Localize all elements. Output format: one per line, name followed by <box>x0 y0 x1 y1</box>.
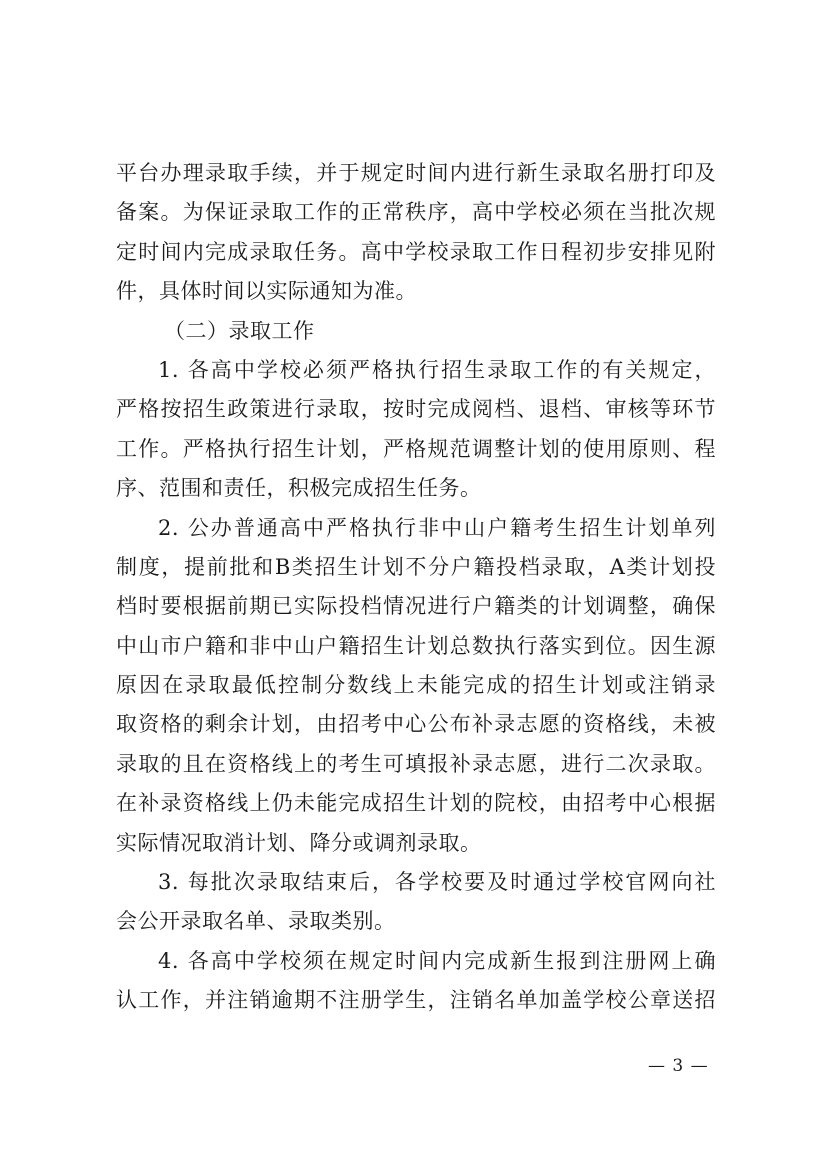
text-line: 制度，提前批和B类招生计划不分户籍投档录取，A类计划投 <box>116 554 716 579</box>
text-line: 件，具体时间以实际通知为准。 <box>116 279 417 304</box>
text-line: 工作。严格执行招生计划，严格规范调整计划的使用原则、程 <box>116 436 716 461</box>
text-line: 档时要根据前期已实际投档情况进行户籍类的计划调整，确保 <box>116 594 716 619</box>
body-text <box>116 154 716 1021</box>
text-line: 实际情况取消计划、降分或调剂录取。 <box>116 830 482 855</box>
text-line: 定时间内完成录取任务。高中学校录取工作日程初步安排见附 <box>116 239 716 264</box>
text-line: 录取的且在资格线上的考生可填报补录志愿，进行二次录取。 <box>116 751 716 776</box>
text-line: 认工作，并注销逾期不注册学生，注销名单加盖学校公章送招 <box>116 988 716 1013</box>
text-line: 2. 公办普通高中严格执行非中山户籍考生招生计划单列 <box>158 515 716 540</box>
text-line: 中山市户籍和非中山户籍招生计划总数执行落实到位。因生源 <box>116 633 716 658</box>
text-line: 会公开录取名单、录取类别。 <box>116 909 396 934</box>
page-number: — 3 — <box>648 1056 709 1076</box>
text-line: 备案。为保证录取工作的正常秩序，高中学校必须在当批次规 <box>116 200 716 225</box>
text-line: 1. 各高中学校必须严格执行招生录取工作的有关规定， <box>158 357 716 382</box>
text-line: 序、范围和责任，积极完成招生任务。 <box>116 476 482 501</box>
text-line: 3. 每批次录取结束后，各学校要及时通过学校官网向社 <box>158 870 716 895</box>
text-line: 在补录资格线上仍未能完成招生计划的院校，由招考中心根据 <box>116 791 716 816</box>
section-heading: （二）录取工作 <box>164 318 315 343</box>
text-line: 平台办理录取手续，并于规定时间内进行新生录取名册打印及 <box>116 161 716 185</box>
text-line: 取资格的剩余计划，由招考中心公布补录志愿的资格线，未被 <box>116 712 716 737</box>
text-line: 4. 各高中学校须在规定时间内完成新生报到注册网上确 <box>158 948 716 973</box>
text-line: 严格按招生政策进行录取，按时完成阅档、退档、审核等环节 <box>116 397 716 422</box>
text-line: 原因在录取最低控制分数线上未能完成的招生计划或注销录 <box>116 673 716 698</box>
